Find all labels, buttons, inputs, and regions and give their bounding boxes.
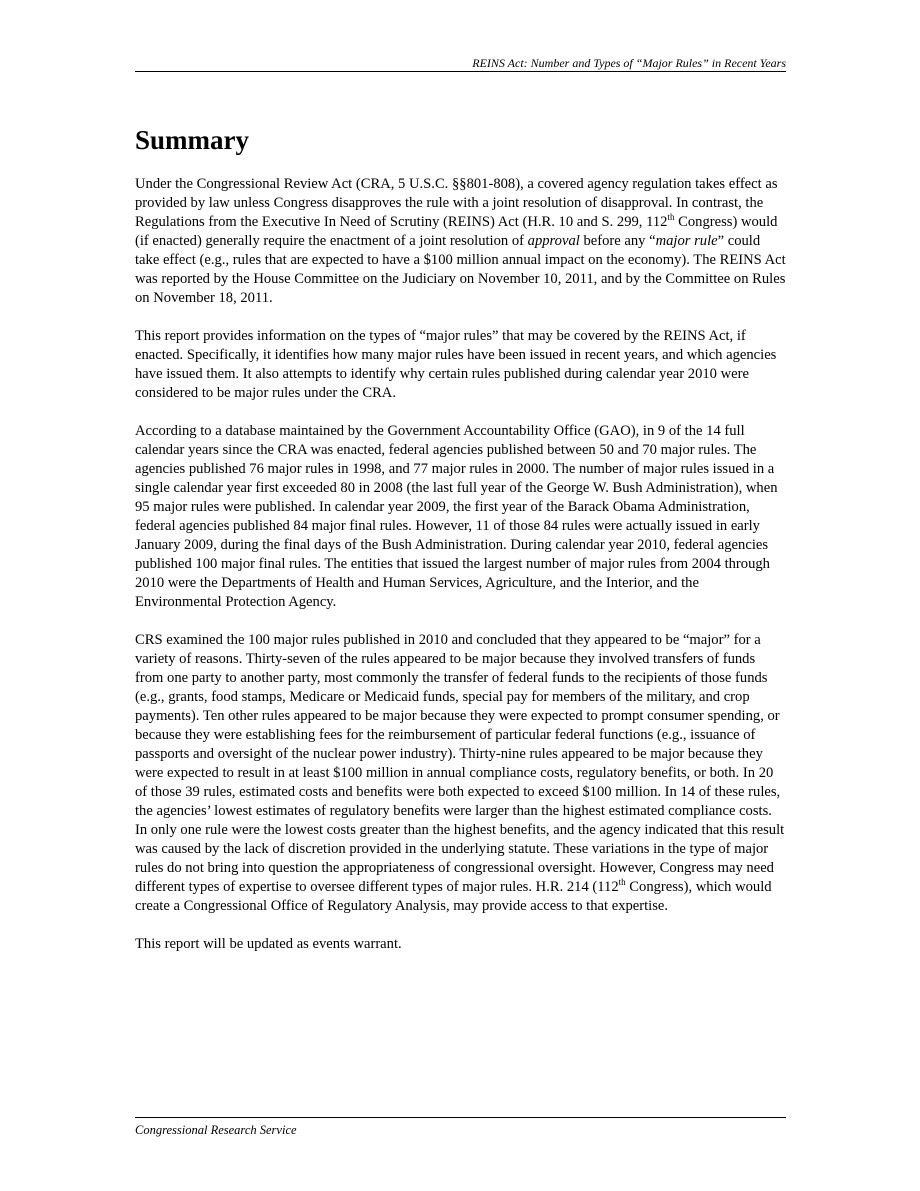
page-title: Summary [135,125,249,155]
running-header [135,56,786,72]
emphasis-approval: approval [527,233,580,249]
running-title: REINS Act: Number and Types of “Major Rules” in Recent Years [472,56,786,70]
paragraph-crs-analysis: CRS examined the 100 major rules published in 2010 and concluded that they appeared to be “major” for a variety of reasons. Thirty-seven of the rules appeared to be major because they involved transfers of funds from one party to another party, most commonly the transfer of federal funds to the recipients of those funds (e.g., grants, food stamps, Medicare or Medicaid funds, special pay for members of the military, and crop payments). Ten other rules appeared to be major because they were expected to prompt consumer spending, or because they were establishing fees for the reimbursement of particular federal functions (e.g., issuance of passports and oversight of the nuclear power industry). Thirty-nine rules appeared to be major because they were expected to result in at least $100 million in annual compliance costs, regulatory benefits, or both. In 20 of those 39 rules, estimated costs and benefits were both expected to exceed $100 million. In 14 of these rules, the agencies’ lowest estimates of regulatory benefits were larger than the highest estimated compliance costs. In only one rule were the lowest costs greater than the highest benefits, and the agency indicated that this result was caused by the lack of discretion provided in the underlying statute. These variations in the type of major rules do not bring into question the appropriateness of congressional oversight. However, Congress may need different types of expertise to oversee different types of major rules. H.R. 214 (112th Congress), which would create a Congressional Office of Regulatory Analysis, may provide access to that expertise. [135,632,785,914]
paragraph-update-note: This report will be updated as events warrant. [135,936,402,952]
ordinal-superscript: th [618,877,626,888]
emphasis-major-rule: major rule [655,233,718,249]
summary-body [135,175,787,973]
paragraph-report-scope: This report provides information on the types of “major rules” that may be covered by the REINS Act, if enacted. Specifically, it identifies how many major rules have been issued in recent years, and which agencies have issued them. It also attempts to identify why certain rules published during calendar year 2010 were considered to be major rules under the CRA. [135,328,777,401]
paragraph-cra-overview: Under the Congressional Review Act (CRA, 5 U.S.C. §§801-808), a covered agency regulation takes effect as provided by law unless Congress disapproves the rule with a joint resolution of disapproval. In contrast, the Regulations from the Executive In Need of Scrutiny (REINS) Act (H.R. 10 and S. 299, 112th Congress) would (if enacted) generally require the enactment of a joint resolution of approval before any “major rule” could take effect (e.g., rules that are expected to have a $100 million annual impact on the economy). The REINS Act was reported by the House Committee on the Judiciary on November 10, 2011, and by the Committee on Rules on November 18, 2011. [135,176,786,306]
paragraph-gao-database: According to a database maintained by the Government Accountability Office (GAO), in 9 of the 14 full calendar years since the CRA was enacted, federal agencies published between 50 and 70 major rules. The agencies published 76 major rules in 1998, and 77 major rules in 2000. The number of major rules issued in a single calendar year first exceeded 80 in 2008 (the last full year of the George W. Bush Administration), when 95 major rules were published. In calendar year 2009, the first year of the Barack Obama Administration, federal agencies published 84 major final rules. However, 11 of those 84 rules were actually issued in early January 2009, during the final days of the Bush Administration. During calendar year 2010, federal agencies published 100 major final rules. The entities that issued the largest number of major rules from 2004 through 2010 were the Departments of Health and Human Services, Agriculture, and the Interior, and the Environmental Protection Agency. [135,423,778,610]
page-footer [135,1117,786,1138]
ordinal-superscript: th [667,212,675,223]
footer-organization: Congressional Research Service [135,1123,297,1137]
